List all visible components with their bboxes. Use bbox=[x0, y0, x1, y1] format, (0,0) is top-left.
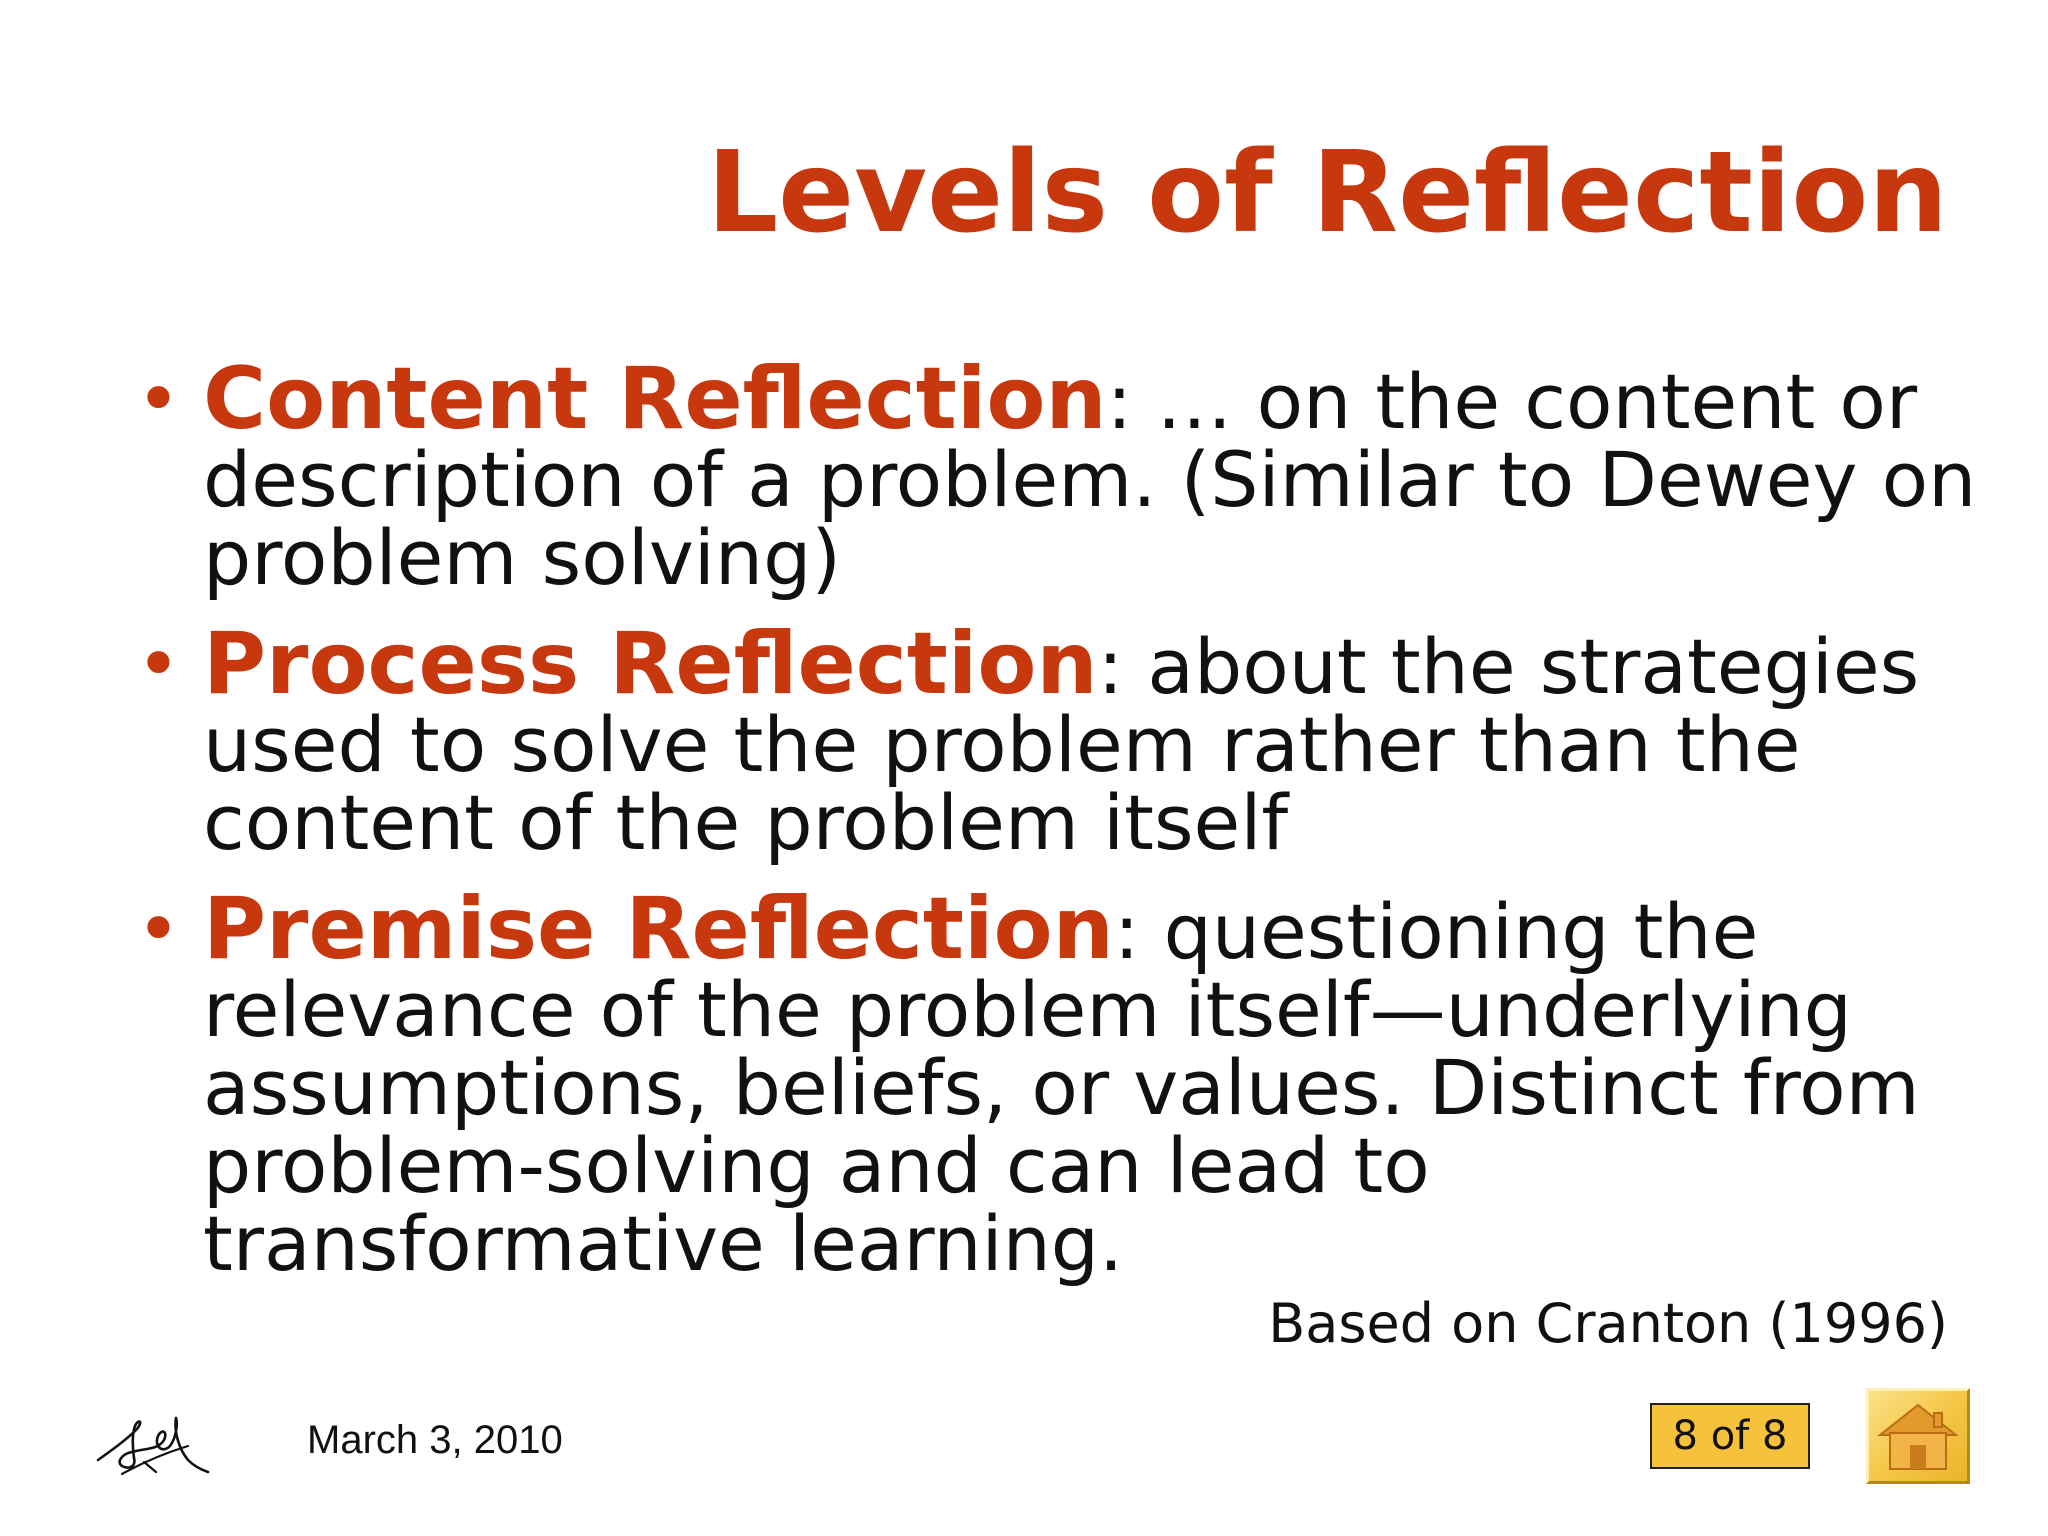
bullet-item-premise-reflection bbox=[128, 879, 1978, 1288]
citation: Based on Cranton (1996) bbox=[1268, 1292, 1948, 1355]
slide-title: Levels of Reflection bbox=[706, 128, 1948, 258]
bullet-text: … on the content or description of a problem. (Similar to Dewey on problem solving) bbox=[203, 357, 1977, 602]
home-button[interactable] bbox=[1866, 1388, 1970, 1484]
bullet-separator: : bbox=[1113, 887, 1164, 976]
bullet-separator: : bbox=[1097, 622, 1148, 711]
slide-date: March 3, 2010 bbox=[307, 1418, 563, 1462]
bullet-dot: • bbox=[136, 884, 181, 973]
bullet-term: Process Reflection bbox=[203, 614, 1098, 714]
bullet-item-content-reflection bbox=[128, 349, 1978, 602]
bullet-dot: • bbox=[136, 619, 181, 708]
home-icon bbox=[1876, 1399, 1960, 1473]
page-indicator: 8 of 8 bbox=[1650, 1403, 1810, 1469]
bullet-separator: : bbox=[1106, 357, 1157, 446]
signature-icon bbox=[92, 1400, 212, 1482]
bullet-text: questioning the relevance of the problem itself—underlying assumptions, beliefs, or values. Distinct from problem-solving and can lead to transformative learning. bbox=[203, 887, 1920, 1288]
bullet-text: about the strategies used to solve the problem rather than the content of the problem itself bbox=[203, 622, 1920, 867]
bullet-dot: • bbox=[136, 354, 181, 443]
bullet-list bbox=[128, 349, 1978, 1311]
bullet-item-process-reflection bbox=[128, 614, 1978, 867]
bullet-term: Premise Reflection bbox=[203, 879, 1114, 979]
bullet-term: Content Reflection bbox=[203, 349, 1107, 449]
